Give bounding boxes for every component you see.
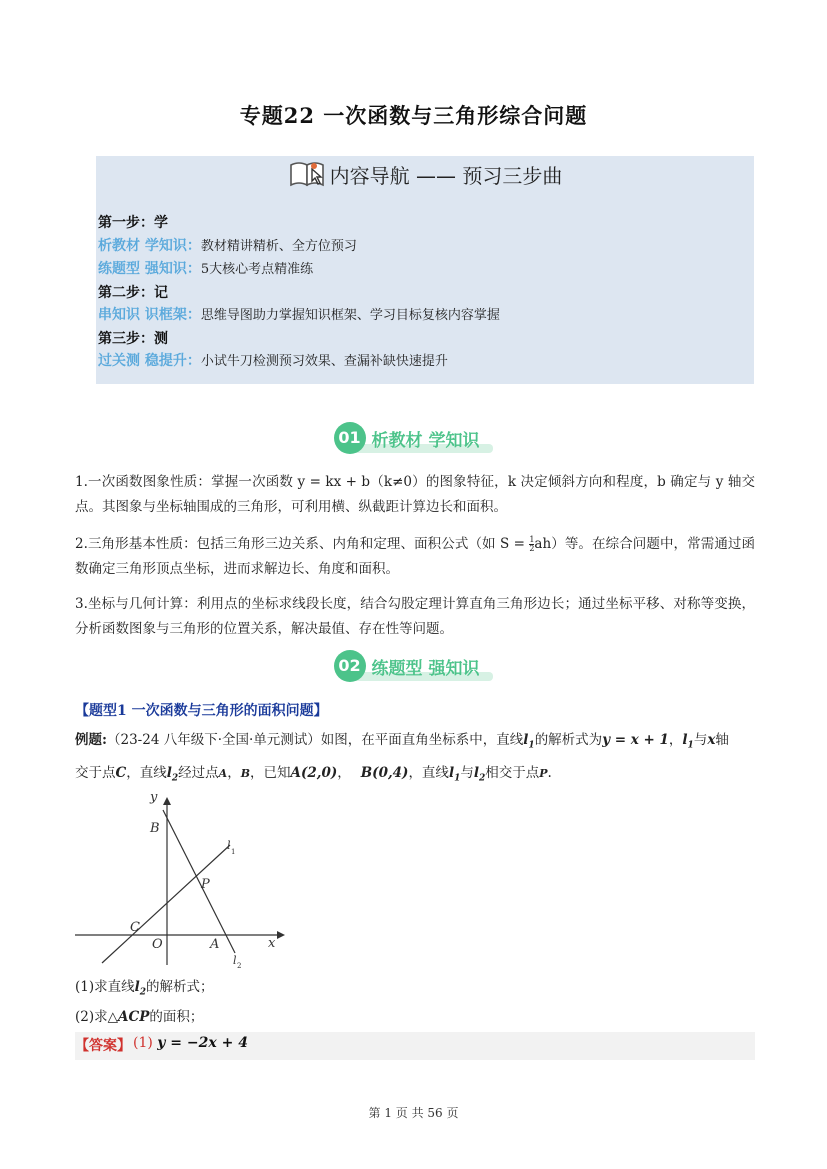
triangle-acp: △ACP xyxy=(107,1009,150,1025)
line-l2: $l_2$ xyxy=(134,979,147,998)
point-p: P xyxy=(539,767,548,780)
guide-header-text: 内容导航 —— 预习三步曲 xyxy=(329,164,563,188)
section-2-badge xyxy=(334,650,494,684)
answer-equation: y = −2x + 4 xyxy=(157,1035,248,1051)
example-label: 例题: xyxy=(75,732,107,748)
point-b-coords: B(0,4) xyxy=(360,765,409,781)
guide-step-1 xyxy=(98,212,500,235)
guide-desc: 教材精讲精析、全方位预习 xyxy=(200,238,357,254)
paragraph-2 xyxy=(75,532,755,581)
example-line-1 xyxy=(75,725,765,762)
equation-l1: y = x + 1 xyxy=(602,732,669,748)
line-l1: $l_1$ xyxy=(448,765,461,784)
question-text: 的面积； xyxy=(149,1009,204,1025)
label-y: y xyxy=(150,790,158,805)
example-text: 交于点 xyxy=(75,765,116,781)
example-text: 与 xyxy=(693,732,708,748)
example-text: ，直线 xyxy=(408,765,449,781)
question-type-title: 【题型1 一次函数与三角形的面积问题】 xyxy=(75,703,328,719)
example-text: 相交于点 xyxy=(485,765,540,781)
example-text: ， xyxy=(227,765,241,781)
example-text: ，直线 xyxy=(126,765,167,781)
question-text: (1)求直线 xyxy=(75,979,135,995)
point-a: A xyxy=(218,767,228,780)
section-number: 01 xyxy=(334,422,366,454)
guide-highlight: 过关测 稳提升： xyxy=(98,353,201,369)
question-text: (2)求 xyxy=(75,1009,108,1025)
y-axis-arrow xyxy=(163,797,171,805)
question-1 xyxy=(75,975,214,998)
section-1-badge xyxy=(334,422,494,456)
answer-number: (1) xyxy=(133,1035,153,1051)
step-label: 第一步：学 xyxy=(98,215,168,231)
example-text: （23-24 八年级下·全国·单元测试）如图，在平面直角坐标系中，直线 xyxy=(106,732,524,748)
guide-highlight: 串知识 识框架： xyxy=(98,307,201,323)
label-l1: l xyxy=(227,839,231,852)
point-a-coords: A(2,0) xyxy=(290,765,338,781)
guide-line-1 xyxy=(98,235,500,259)
label-a: A xyxy=(210,937,220,952)
answer-box xyxy=(75,1032,755,1060)
section-label: 练题型 强知识 xyxy=(371,658,480,679)
guide-step-2 xyxy=(98,282,500,305)
label-l2-sub: 2 xyxy=(237,962,242,970)
page-title: 专题22 一次函数与三角形综合问题 xyxy=(239,103,588,128)
page-footer: 第 1 页 共 56 页 xyxy=(368,1106,459,1120)
answer-label: 【答案】 xyxy=(75,1038,131,1054)
label-p: P xyxy=(201,877,210,892)
step-label: 第三步：测 xyxy=(98,330,168,347)
point-b: B xyxy=(240,767,251,780)
section-number: 02 xyxy=(334,650,366,682)
guide-highlight: 析教材 学知识： xyxy=(98,237,201,254)
guide-highlight: 练题型 强知识： xyxy=(98,261,201,277)
line-l1: $l_1$ xyxy=(682,732,694,751)
guide-step-3 xyxy=(98,328,500,351)
label-l1-sub: 1 xyxy=(231,848,236,856)
example-text: ， xyxy=(337,765,351,781)
book-pointer-icon xyxy=(288,159,328,189)
para-text: ah）等。在综合问题中，常需通过函数确定三角形顶点坐标，进而求解边长、角度和面积。 xyxy=(75,536,755,577)
frac-denominator: 2 xyxy=(529,544,535,553)
point-c: C xyxy=(115,765,127,781)
guide-header xyxy=(96,159,754,189)
example-text: 经过点 xyxy=(178,765,219,781)
question-text: 的解析式； xyxy=(146,979,214,995)
line-l2: $l_2$ xyxy=(166,765,179,784)
paragraph-1: 1.一次函数图象性质：掌握一次函数 y = kx + b（k≠0）的图象特征，k 决定倾斜方向和程度，b 确定与 y 轴交点。其图象与坐标轴围成的三角形，可利用横、纵截距计算边长和面积。 xyxy=(75,474,755,515)
example-text: . xyxy=(547,765,552,781)
example-text: 的解析式为 xyxy=(534,732,603,748)
step-label: 第二步：记 xyxy=(98,284,168,301)
guide-line-2 xyxy=(98,258,500,282)
content-guide-box xyxy=(96,156,754,384)
line-l2: $l_2$ xyxy=(473,765,486,784)
question-2 xyxy=(75,1005,203,1025)
para-text: 2.三角形基本性质：包括三角形三边关系、内角和定理、面积公式（如 S = xyxy=(75,536,530,552)
label-l2: l xyxy=(233,954,237,967)
label-x: x xyxy=(268,936,276,951)
answer-value xyxy=(133,1035,248,1051)
section-label: 析教材 学知识 xyxy=(371,430,480,451)
example-text: 轴 xyxy=(715,732,729,748)
guide-desc: 小试牛刀检测预习效果、查漏补缺快速提升 xyxy=(200,354,448,369)
section-1-heading xyxy=(0,422,827,456)
guide-desc: 5大核心考点精准练 xyxy=(200,262,314,277)
x-axis-arrow xyxy=(277,931,285,939)
paragraph-3: 3.坐标与几何计算：利用点的坐标求线段长度，结合勾股定理计算直角三角形边长；通过坐标平移、对称等变换，分析函数图象与三角形的位置关系，解决最值、存在性等问题。 xyxy=(75,596,755,637)
guide-line-3 xyxy=(98,304,500,328)
label-c: C xyxy=(130,920,140,935)
line-l2-graph xyxy=(163,810,235,953)
example-text: 与 xyxy=(460,765,474,781)
line-l1: $l_1$ xyxy=(523,732,535,751)
coordinate-graph xyxy=(70,785,290,970)
x-axis-symbol: x xyxy=(707,732,716,748)
example-text: ， xyxy=(668,732,683,748)
example-text: ，已知 xyxy=(250,765,291,781)
guide-line-4 xyxy=(98,350,500,374)
guide-desc: 思维导图助力掌握知识框架、学习目标复核内容掌握 xyxy=(200,308,500,323)
label-b: B xyxy=(150,821,160,836)
guide-lines xyxy=(98,212,500,374)
label-o: O xyxy=(152,937,163,952)
frac-numerator: 1 xyxy=(529,535,535,544)
section-2-heading xyxy=(0,650,827,684)
